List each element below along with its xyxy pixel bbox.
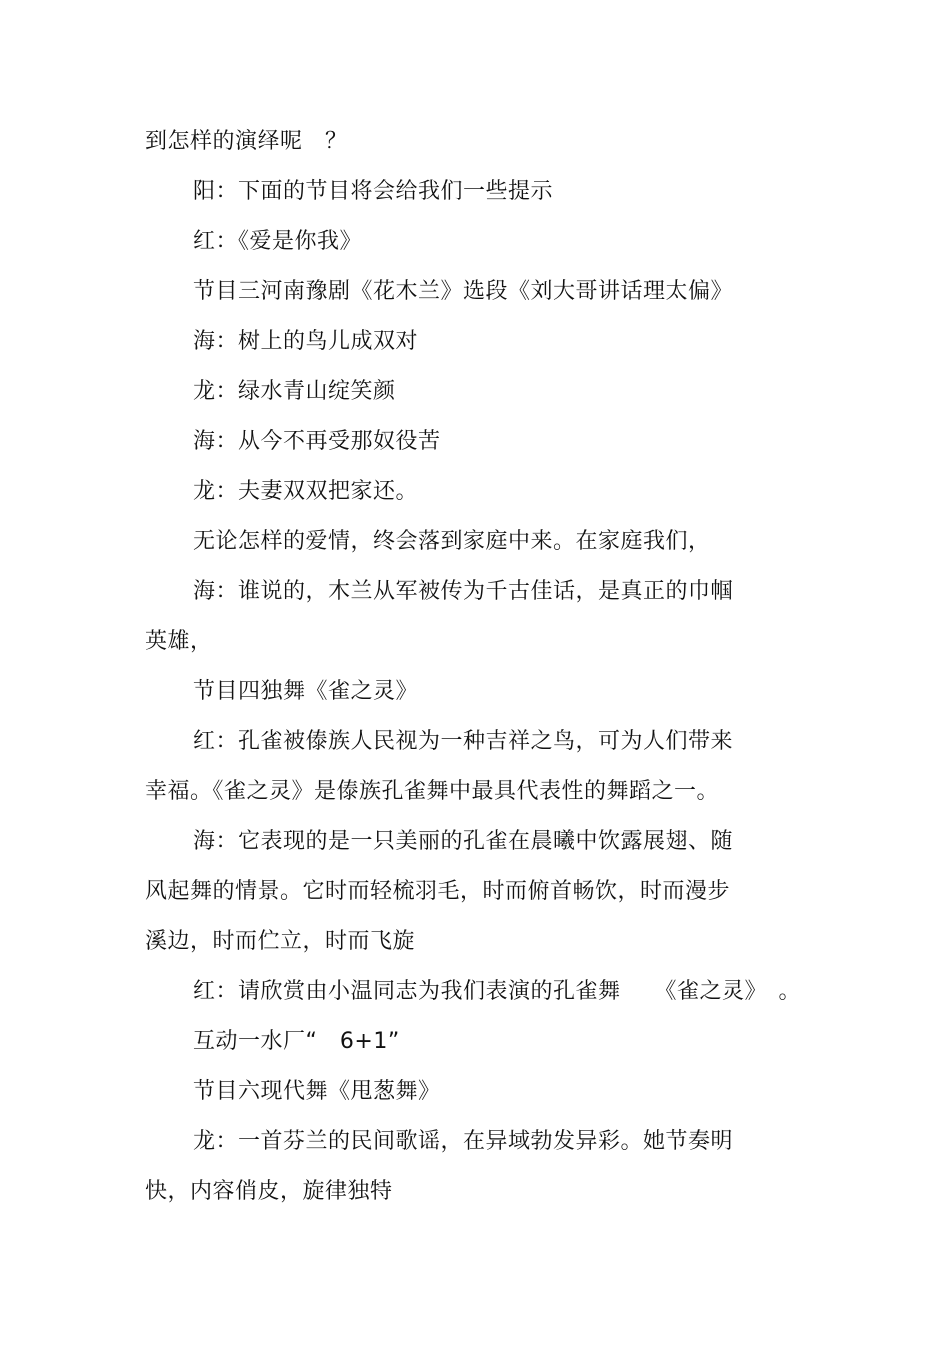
text-line: 红：请欣赏由小温同志为我们表演的孔雀舞 《雀之灵》 。 <box>193 979 802 1004</box>
text-line: 节目六现代舞《甩葱舞》 <box>193 1079 441 1104</box>
text-line: 阳：下面的节目将会给我们一些提示 <box>193 179 554 204</box>
text-line: 节目四独舞《雀之灵》 <box>193 679 419 704</box>
text-line: 红：《爱是你我》 <box>193 229 363 254</box>
text-line: 海：谁说的，木兰从军被传为千古佳话，是真正的巾帼 <box>193 579 734 604</box>
text-line: 互动一水厂“ 6+1” <box>193 1029 400 1054</box>
text-line: 海：它表现的是一只美丽的孔雀在晨曦中饮露展翅、随 <box>193 829 734 854</box>
text-line: 节目三河南豫剧《花木兰》选段《刘大哥讲话理太偏》 <box>193 279 734 304</box>
text-line: 海：从今不再受那奴役苦 <box>193 429 441 454</box>
text-line: 龙：一首芬兰的民间歌谣，在异域勃发异彩。她节奏明 <box>193 1129 734 1154</box>
text-line: 到怎样的演绎呢 ？ <box>145 129 348 154</box>
text-line: 英雄， <box>145 629 213 654</box>
text-line: 红：孔雀被傣族人民视为一种吉祥之鸟，可为人们带来 <box>193 729 734 754</box>
text-line: 溪边，时而伫立，时而飞旋 <box>145 929 416 954</box>
text-line: 海：树上的鸟儿成双对 <box>193 329 419 354</box>
text-line: 无论怎样的爱情，终会落到家庭中来。在家庭我们， <box>193 529 711 554</box>
text-line: 风起舞的情景。它时而轻梳羽毛，时而俯首畅饮，时而漫步 <box>145 879 731 904</box>
text-line: 快，内容俏皮，旋律独特 <box>145 1179 393 1204</box>
text-line: 龙：夫妻双双把家还。 <box>193 479 419 504</box>
text-line: 龙：绿水青山绽笑颜 <box>193 379 396 404</box>
text-line: 幸福。《雀之灵》是傣族孔雀舞中最具代表性的舞蹈之一。 <box>145 779 720 804</box>
